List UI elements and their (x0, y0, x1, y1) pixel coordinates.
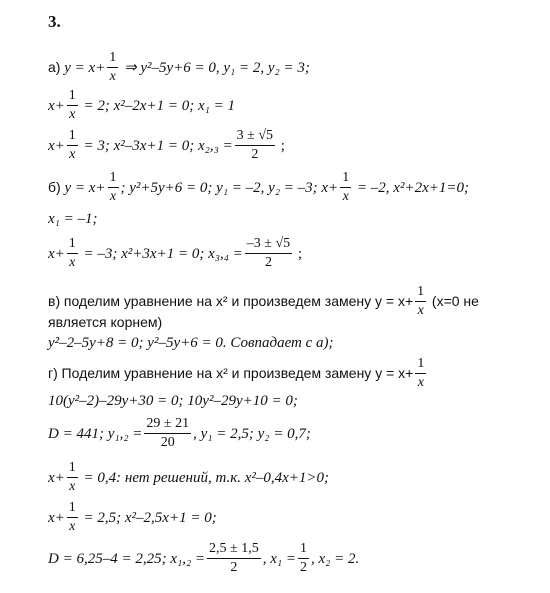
part-b-roots-fraction: $\frac{-3 \pm √5}{2}$ (246, 236, 291, 271)
part-c-line-3 (48, 334, 334, 352)
part-d-line-1 (48, 356, 428, 391)
fraction-1-over-x: $\frac{1}{x}$ (68, 236, 76, 271)
part-a-line-3: x+ $\frac{1}{x}$ = 3; x²–3x+1 = 0; x₂,₃ = $\frac{3 \pm √5}{2}$ ; (48, 128, 285, 163)
part-c-equation: y²–2–5y+8 = 0; y²–5y+6 = 0. Совпадает с а); (48, 335, 334, 351)
part-c-text: поделим уравнение на x² и произведем замену y = x+ (63, 293, 414, 310)
fraction-1-over-x: $\frac{1}{x}$ (68, 128, 76, 163)
part-b-quadratic: ; y²+5y+6 = 0; y₁ = –2, y₂ = –3; x+ (120, 179, 339, 196)
problem-number: 3. (48, 12, 61, 31)
fraction-1-over-x: $\frac{1}{x}$ (68, 460, 76, 495)
part-d-label: г) (48, 365, 58, 382)
part-b-line-3: x+ $\frac{1}{x}$ = –3; x²+3x+1 = 0; x₃,₄ = $\frac{-3 \pm √5}{2}$ ; (48, 236, 303, 271)
part-d-x-roots-fraction: $\frac{2,5 \pm 1,5}{2}$ (209, 541, 259, 576)
part-b-label: б) (48, 179, 61, 196)
part-a-line-1 (48, 50, 310, 85)
part-c-line-1: в) поделим уравнение на x² и произведем замену y = x+ $\frac{1}{x}$ (x=0 не (48, 284, 479, 319)
part-d-y-roots-fraction: $\frac{29 \pm 21}{20}$ (146, 416, 190, 451)
part-a-case-2: = 3; x²–3x+1 = 0; x₂,₃ = (83, 137, 233, 154)
fraction-1-over-x: $\frac{1}{x}$ (109, 170, 117, 205)
fraction-1-over-x: $\frac{1}{x}$ (68, 500, 76, 535)
part-b-line-1: б) y = x+ $\frac{1}{x}$ ; y²+5y+6 = 0; y₁ = –2, y₂ = –3; x+ $\frac{1}{x}$ = –2, x²+2x+1=0; (48, 170, 469, 205)
part-d-case-1: = 0,4: нет решений, т.к. x²–0,4x+1>0; (83, 469, 330, 486)
part-d-text: Поделим уравнение на x² и произведем замену y = x+ (61, 365, 414, 382)
part-d-line-2 (48, 392, 298, 410)
part-a-quadratic: ⇒ y²–5y+6 = 0, y₁ = 2, y₂ = 3; (124, 59, 310, 76)
fraction-1-over-x: $\frac{1}{x}$ (417, 356, 425, 391)
part-b-case-2: = –3; x²+3x+1 = 0; x₃,₄ = (83, 245, 243, 262)
part-d-line-4: x+ $\frac{1}{x}$ = 0,4: нет решений, т.к. x²–0,4x+1>0; (48, 460, 330, 495)
part-d-case-2: = 2,5; x²–2,5x+1 = 0; (83, 509, 217, 526)
part-d-line-6: D = 6,25–4 = 2,25; x₁,₂ = $\frac{2,5 \pm 1,5}{2}$ , x₁ = $\frac{1}{2}$ , x₂ = 2. (48, 541, 360, 576)
part-c-label: в) (48, 293, 61, 310)
fraction-1-over-x: $\frac{1}{x}$ (342, 170, 350, 205)
part-a-case-1: = 2; x²–2x+1 = 0; x₁ = 1 (83, 97, 235, 114)
part-a-line-2: x+ $\frac{1}{x}$ = 2; x²–2x+1 = 0; x₁ = 1 (48, 88, 235, 123)
part-d-line-5: x+ $\frac{1}{x}$ = 2,5; x²–2,5x+1 = 0; (48, 500, 217, 535)
part-d-x1-fraction: $\frac{1}{2}$ (299, 541, 307, 576)
part-b-root: x₁ = –1; (48, 211, 98, 227)
part-d-line-3: D = 441; y₁,₂ = $\frac{29 \pm 21}{20}$ , y₁ = 2,5; y₂ = 0,7; (48, 416, 311, 451)
part-b-line-2 (48, 210, 98, 228)
part-c-line-2: является корнем) (48, 314, 163, 330)
part-a-substitution: y = x+ (64, 59, 106, 76)
fraction-1-over-x: $\frac{1}{x}$ (109, 50, 117, 85)
part-d-equation: 10(y²–2)–29y+30 = 0; 10y²–29y+10 = 0; (48, 393, 298, 409)
fraction-1-over-x: $\frac{1}{x}$ (417, 284, 425, 319)
part-a-label: а) (48, 59, 61, 76)
part-a-roots-fraction: $\frac{3 \pm √5}{2}$ (236, 128, 274, 163)
fraction-1-over-x: $\frac{1}{x}$ (68, 88, 76, 123)
